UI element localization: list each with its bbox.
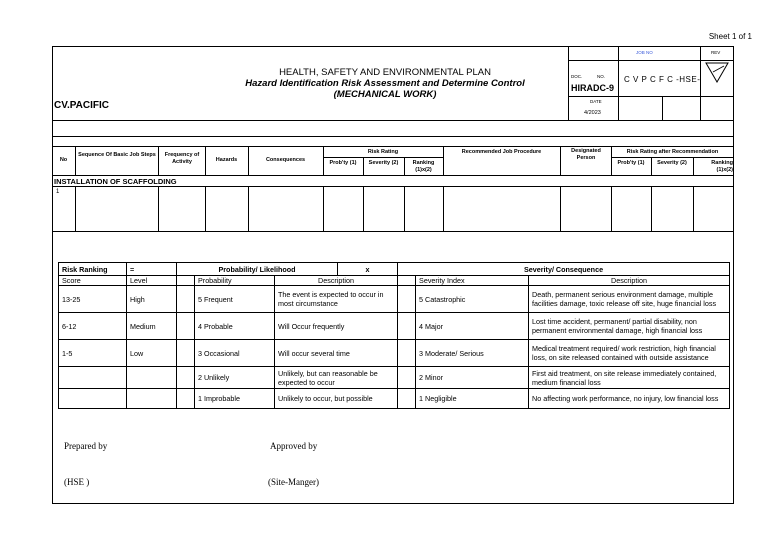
- table-row: [59, 313, 730, 340]
- risk-ranking-title: Risk Ranking: [59, 263, 127, 276]
- job-no-label: JOB NO: [636, 50, 653, 55]
- table-row: [59, 340, 730, 367]
- score-cell: [59, 367, 127, 389]
- severity-description-cell: Death, permanent serious environment damage, multiple facilities damage, toxic release off site, huge financial loss: [529, 286, 730, 313]
- col-probability: Prob'ty (1): [329, 160, 357, 166]
- col-recommended: Recommended Job Procedure: [461, 149, 542, 155]
- col-level: Level: [127, 276, 177, 286]
- rev-label: REV: [711, 50, 721, 55]
- score-cell: 1-5: [59, 340, 127, 367]
- revision-triangle-icon: [704, 60, 730, 84]
- probability-description-cell: Will occur several time: [275, 340, 398, 367]
- level-cell: [127, 389, 177, 409]
- col-severity-after: Severity (2): [657, 160, 687, 166]
- col-severity-index: Severity Index: [416, 276, 529, 286]
- col-probability-after: Prob'ty (1): [617, 160, 645, 166]
- doc-code: C V P C F C -HSE-: [624, 75, 701, 84]
- col-risk-rating: Risk Rating: [367, 149, 399, 155]
- col-severity-description: Description: [529, 276, 730, 286]
- company-name: CV.PACIFIC: [54, 100, 110, 111]
- col-sequence: Sequence Of Basic Job Steps: [78, 152, 156, 158]
- severity-cell: 4 Major: [416, 313, 529, 340]
- approved-role: (Site-Manger): [268, 477, 319, 487]
- severity-cell: 5 Catastrophic: [416, 286, 529, 313]
- col-probability-description: Description: [275, 276, 398, 286]
- date-label: DATE: [590, 99, 602, 104]
- probability-description-cell: Will Occur frequently: [275, 313, 398, 340]
- times-sign: x: [338, 263, 398, 276]
- level-cell: Low: [127, 340, 177, 367]
- severity-description-cell: Lost time accident, permanent/ partial disability, non permanent environmental damage, high financial loss: [529, 313, 730, 340]
- probability-description-cell: Unlikely, but can reasonable be expected to occur: [275, 367, 398, 389]
- col-designated: Designated Person: [571, 148, 601, 161]
- sheet-label: Sheet: [708, 32, 730, 41]
- doc-no-label: NO.: [597, 74, 606, 79]
- prepared-by-label: Prepared by: [64, 441, 108, 451]
- probability-cell: 3 Occasional: [195, 340, 275, 367]
- score-cell: 6-12: [59, 313, 127, 340]
- col-risk-after: Risk Rating after Recommendation: [626, 149, 719, 155]
- severity-cell: 3 Moderate/ Serious: [416, 340, 529, 367]
- date-value: 4/2023: [584, 110, 601, 116]
- col-score: Score: [59, 276, 127, 286]
- col-frequency: Frequency of Activity: [164, 152, 200, 165]
- probability-cell: 2 Unlikely: [195, 367, 275, 389]
- section-title: INSTALLATION OF SCAFFOLDING: [54, 177, 177, 186]
- table-row: [59, 367, 730, 389]
- col-probability-index: Probability: [195, 276, 275, 286]
- table-row: [59, 389, 730, 409]
- severity-cell: 1 Negligible: [416, 389, 529, 409]
- col-severity: Severity (2): [368, 160, 399, 166]
- col-ranking-after: Ranking (1)x(2): [711, 160, 733, 173]
- prepared-role: (HSE ): [64, 477, 90, 487]
- equals-sign: =: [127, 263, 177, 276]
- plan-scope: (MECHANICAL WORK): [333, 89, 437, 100]
- severity-header: Severity/ Consequence: [398, 263, 730, 276]
- plan-title: HEALTH, SAFETY AND ENVIRONMENTAL PLAN: [279, 67, 491, 78]
- severity-description-cell: First aid treatment, on site release immediately contained, medium financial loss: [529, 367, 730, 389]
- level-cell: High: [127, 286, 177, 313]
- probability-cell: 1 Improbable: [195, 389, 275, 409]
- risk-ranking-table: [58, 262, 730, 409]
- approved-by-label: Approved by: [270, 441, 318, 451]
- severity-description-cell: Medical treatment required/ work restriction, high financial loss, on site released contained with outside assistance: [529, 340, 730, 367]
- sheet-value: 1 of 1: [731, 32, 752, 41]
- severity-description-cell: No affecting work performance, no injury, low financial loss: [529, 389, 730, 409]
- probability-description-cell: Unlikely to occur, but possible: [275, 389, 398, 409]
- severity-cell: 2 Minor: [416, 367, 529, 389]
- table-row: [59, 286, 730, 313]
- probability-cell: 4 Probable: [195, 313, 275, 340]
- score-cell: 13-25: [59, 286, 127, 313]
- probability-cell: 5 Frequent: [195, 286, 275, 313]
- score-cell: [59, 389, 127, 409]
- probability-header: Probability/ Likelihood: [177, 263, 338, 276]
- level-cell: Medium: [127, 313, 177, 340]
- probability-description-cell: The event is expected to occur in most circumstance: [275, 286, 398, 313]
- level-cell: [127, 367, 177, 389]
- plan-subtitle: Hazard Identification Risk Assessment and Determine Control: [245, 78, 525, 89]
- sheet-indicator: [709, 32, 752, 41]
- col-ranking: Ranking (1)x(2): [412, 160, 435, 173]
- doc-number: HIRADC-9: [571, 83, 615, 93]
- col-hazards: Hazards: [215, 157, 238, 163]
- col-no: No: [59, 157, 68, 163]
- col-consequences: Consequences: [265, 157, 306, 163]
- doc-label: DOC.: [571, 74, 583, 79]
- row-number: 1: [56, 189, 60, 195]
